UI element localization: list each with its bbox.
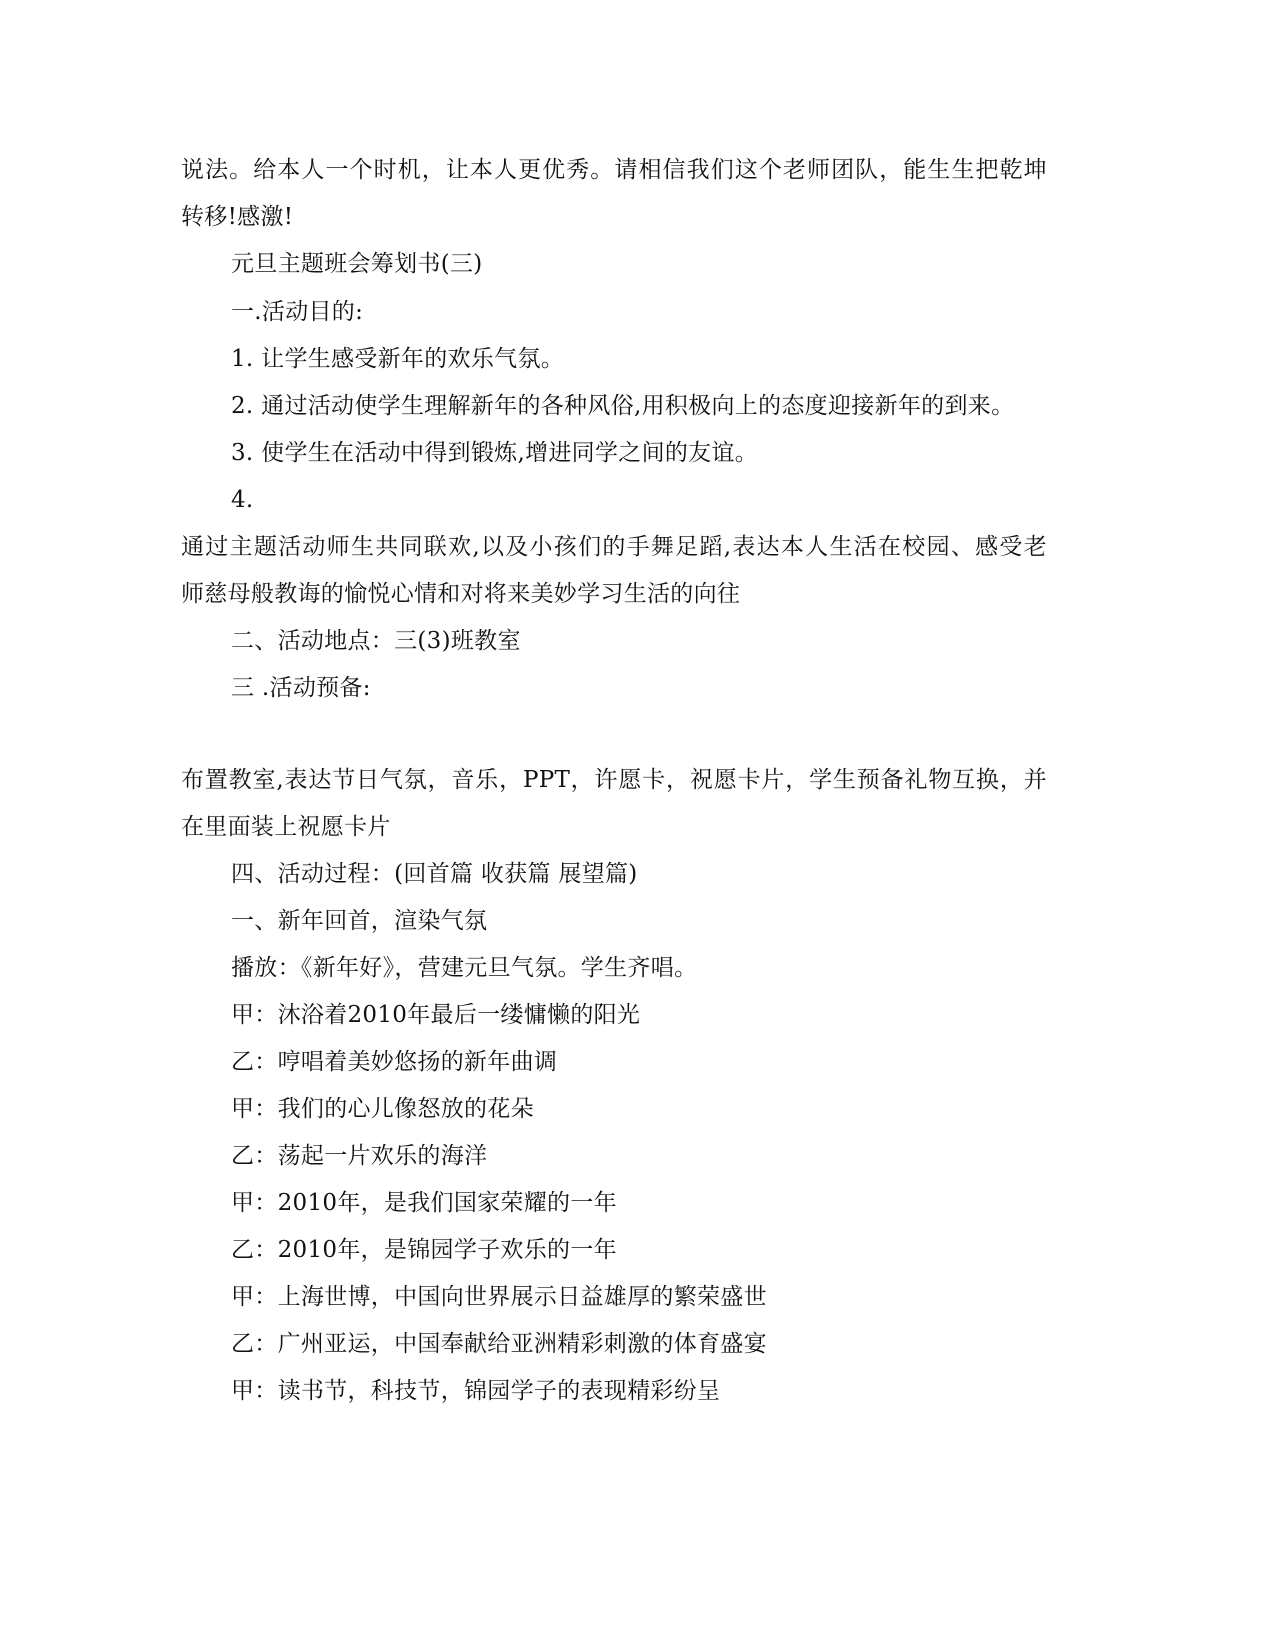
list-item: 4. (231, 487, 254, 513)
subheading: 三 .活动预备: (231, 675, 371, 701)
section-heading: 元旦主题班会筹划书(三) (231, 251, 483, 277)
subheading: 四、活动过程：(回首篇 收获篇 展望篇) (231, 861, 638, 887)
text-line: 说法。给本人一个时机，让本人更优秀。请相信我们这个老师团队，能生生把乾坤 (181, 157, 1047, 183)
text-line: 转移!感激! (181, 204, 294, 230)
dialogue-line: 甲：2010年，是我们国家荣耀的一年 (231, 1190, 617, 1216)
dialogue-line: 甲：上海世博，中国向世界展示日益雄厚的繁荣盛世 (231, 1284, 767, 1310)
dialogue-line: 乙：荡起一片欢乐的海洋 (231, 1143, 488, 1169)
dialogue-line: 甲：我们的心儿像怒放的花朵 (231, 1096, 534, 1122)
subheading: 二、活动地点：三(3)班教室 (231, 628, 521, 654)
subheading: 一.活动目的: (231, 299, 364, 325)
text-line: 在里面装上祝愿卡片 (181, 814, 391, 840)
dialogue-line: 乙：哼唱着美妙悠扬的新年曲调 (231, 1049, 558, 1075)
list-item: 3. 使学生在活动中得到锻炼,增进同学之间的友谊。 (231, 440, 759, 466)
list-item: 1. 让学生感受新年的欢乐气氛。 (231, 346, 565, 372)
text-line: 通过主题活动师生共同联欢,以及小孩们的手舞足蹈,表达本人生活在校园、感受老 (181, 534, 1047, 560)
dialogue-line: 甲：沐浴着2010年最后一缕慵懒的阳光 (231, 1002, 641, 1028)
text-line: 布置教室,表达节日气氛，音乐，PPT，许愿卡，祝愿卡片，学生预备礼物互换，并 (181, 767, 1047, 793)
text-line: 播放：《新年好》，营建元旦气氛。学生齐唱。 (231, 955, 698, 981)
dialogue-line: 乙：广州亚运，中国奉献给亚洲精彩刺激的体育盛宴 (231, 1331, 767, 1357)
text-line: 师慈母般教诲的愉悦心情和对将来美妙学习生活的向往 (181, 581, 741, 607)
dialogue-line: 甲：读书节，科技节，锦园学子的表现精彩纷呈 (231, 1378, 721, 1404)
list-item: 2. 通过活动使学生理解新年的各种风俗,用积极向上的态度迎接新年的到来。 (231, 393, 1015, 419)
dialogue-line: 乙：2010年，是锦园学子欢乐的一年 (231, 1237, 617, 1263)
subheading: 一、新年回首，渲染气氛 (231, 908, 488, 934)
